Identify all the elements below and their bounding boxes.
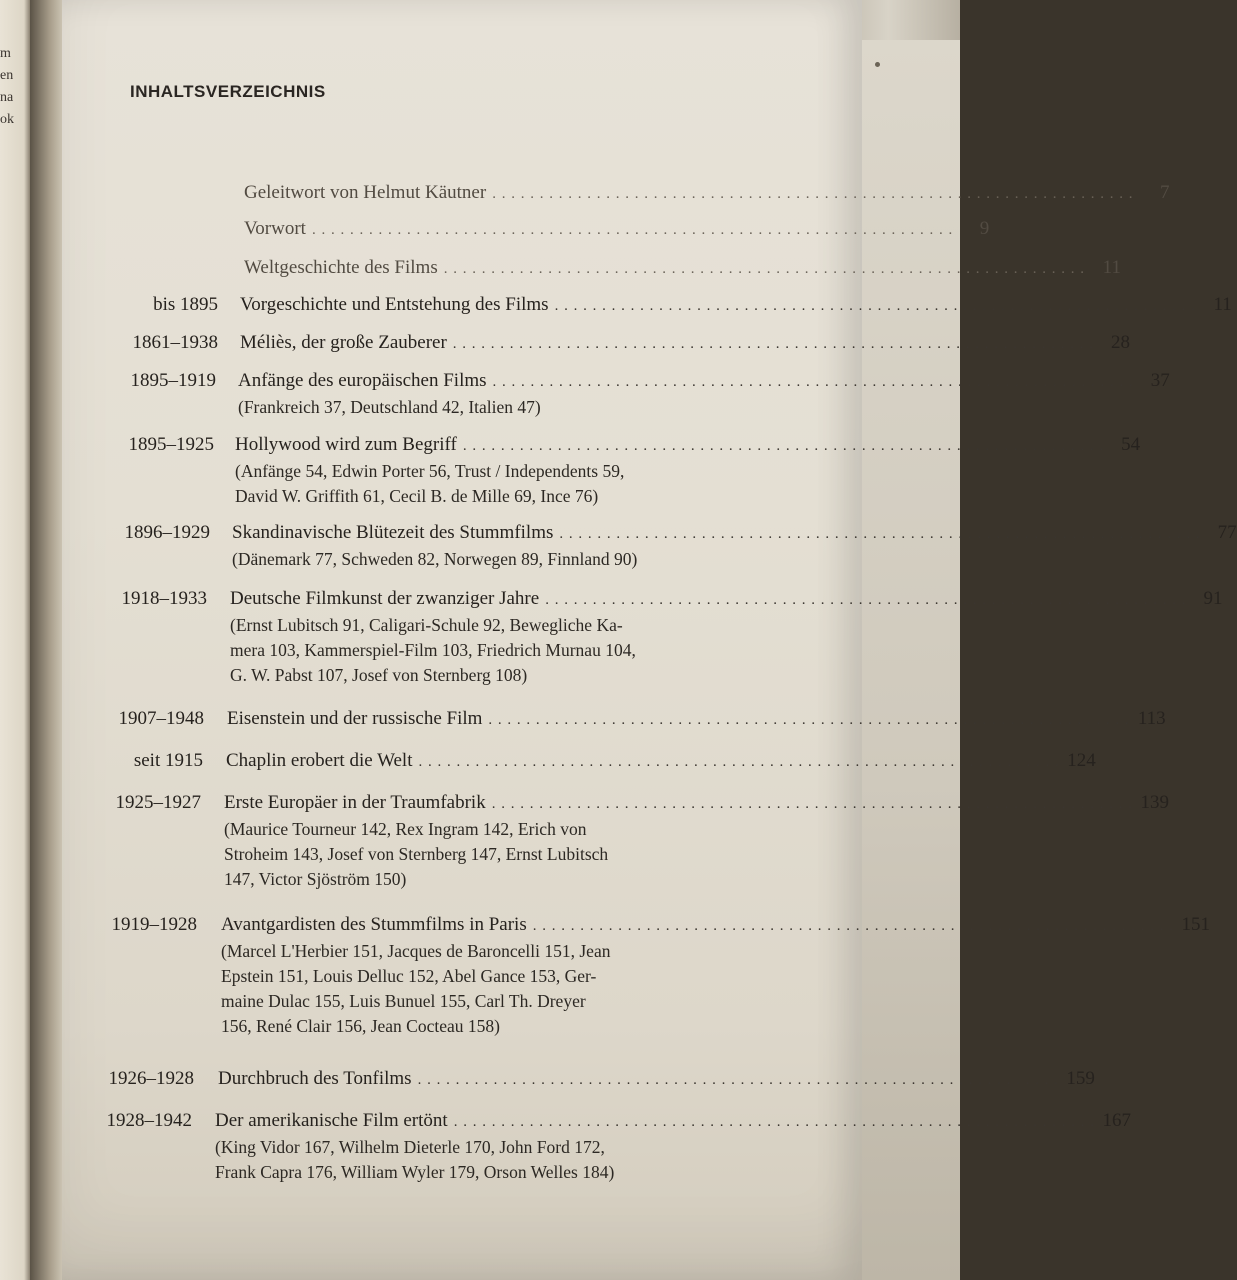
leader-dots: . . . . . . . . . . . . . . . . . . . . . . . . . . . . . . . . . . . . . . . . . . . . . . . . . . . . . . . . . . . . . . . . . . . . xyxy=(492,186,1134,202)
toc-entry-page-number: 7 xyxy=(1159,182,1170,203)
toc-entry-page-number: 113 xyxy=(1137,708,1166,729)
toc-entry-title: Deutsche Filmkunst der zwanziger Jahre xyxy=(230,588,540,609)
leader-dots: . . . . . . . . . . . . . . . . . . . . . . . . . . . . . . . . . . . . . . . . . . . . . . . . . . . . . . . . . . . . . . . . . . . . xyxy=(418,754,1060,770)
toc-entry-row xyxy=(244,216,990,243)
leader-dots: . . . . . . . . . . . . . . . . . . . . . . . . . . . . . . . . . . . . . . . . . . . . . . . . . . . . . . . . . . . . . . . . . . . . xyxy=(443,261,1085,277)
toc-entry-subtopics-line: maine Dulac 155, Luis Bunuel 155, Carl Th. Dreyer xyxy=(221,991,586,1011)
toc-entry-subtopics-line: G. W. Pabst 107, Josef von Sternberg 108) xyxy=(230,665,528,685)
toc-entry-title: Eisenstein und der russische Film xyxy=(227,708,483,729)
previous-page-edge xyxy=(0,0,30,1280)
leader-dots: . . . . . . . . . . . . . . . . . . . . . . . . . . . . . . . . . . . . . . . . . . . . . . . . . . . . . . . . . . . . . . . . . . . . xyxy=(559,526,1201,542)
leader-dots: . . . . . . . . . . . . . . . . . . . . . . . . . . . . . . . . . . . . . . . . . . . . . . . . . . . . . . . . . . . . . . . . . . . . xyxy=(311,222,954,238)
previous-page-fragment: en xyxy=(0,68,14,83)
toc-entry-subtopics-line: (Anfänge 54, Edwin Porter 56, Trust / Independents 59, xyxy=(235,461,625,481)
toc-entry-subtopics-line: Frank Capra 176, William Wyler 179, Orson Welles 184) xyxy=(215,1162,615,1182)
toc-entry xyxy=(124,520,1237,572)
toc-entry-row xyxy=(240,292,1232,319)
leader-dots: . . . . . . . . . . . . . . . . . . . . . . . . . . . . . . . . . . . . . . . . . . . . . . . . . . . . . . . . . . . . . . . . . . . . xyxy=(453,1114,1095,1130)
toc-entry-subtopics-line: (King Vidor 167, Wilhelm Dieterle 170, John Ford 172, xyxy=(215,1137,605,1157)
toc-entry-subtopics-line: (Dänemark 77, Schweden 82, Norwegen 89, Finnland 90) xyxy=(232,549,638,569)
toc-entry-page-number: 77 xyxy=(1217,522,1237,543)
toc-entry-subtopics-line: Stroheim 143, Josef von Sternberg 147, Ernst Lubitsch xyxy=(224,844,609,864)
toc-entry xyxy=(128,432,1141,509)
toc-entry-title: Erste Europäer in der Traumfabrik xyxy=(224,792,486,813)
toc-entry-title: Weltgeschichte des Films xyxy=(244,257,438,278)
toc-entry-row xyxy=(240,330,1131,357)
toc-entry-years: 1918–1933 xyxy=(121,588,207,609)
toc-entry-row xyxy=(238,368,1170,395)
toc-entry-subtopics-line: (Marcel L'Herbier 151, Jacques de Baroncelli 151, Jean xyxy=(221,941,611,961)
toc-entry-years: 1861–1938 xyxy=(132,332,218,353)
toc-entry-row xyxy=(244,180,1170,207)
leader-dots: . . . . . . . . . . . . . . . . . . . . . . . . . . . . . . . . . . . . . . . . . . . . . . . . . . . . . . . . . . . . . . . . . . . . xyxy=(554,298,1196,314)
toc-entry-subtopics-line: (Frankreich 37, Deutschland 42, Italien 47) xyxy=(238,397,541,417)
leader-dots: . . . . . . . . . . . . . . . . . . . . . . . . . . . . . . . . . . . . . . . . . . . . . . . . . . . . . . . . . . . . . . . . . . . . xyxy=(532,918,1174,934)
toc-entry xyxy=(115,790,1169,892)
toc-entry-page-number: 139 xyxy=(1140,792,1169,813)
toc-entry xyxy=(106,1108,1131,1185)
toc-entry-years: 1925–1927 xyxy=(115,792,201,813)
toc-entry xyxy=(132,330,1131,357)
leader-dots: . . . . . . . . . . . . . . . . . . . . . . . . . . . . . . . . . . . . . . . . . . . . . . . . . . . . . . . . . . . . . . . . . . . . xyxy=(492,374,1134,390)
background-mark xyxy=(875,62,880,67)
previous-page-fragment: ok xyxy=(0,112,14,127)
toc-entry-title: Skandinavische Blütezeit des Stummfilms xyxy=(232,522,554,543)
toc-entry-title: Vorgeschichte und Entstehung des Films xyxy=(240,294,549,315)
toc-entry xyxy=(130,368,1170,420)
toc-entry-years: seit 1915 xyxy=(133,750,203,771)
leader-dots: . . . . . . . . . . . . . . . . . . . . . . . . . . . . . . . . . . . . . . . . . . . . . . . . . . . . . . . . . . . . . . . . . . . . xyxy=(491,796,1133,812)
toc-entry-subtopics-line: (Ernst Lubitsch 91, Caligari-Schule 92, Bewegliche Ka- xyxy=(230,615,623,635)
leader-dots: . . . . . . . . . . . . . . . . . . . . . . . . . . . . . . . . . . . . . . . . . . . . . . . . . . . . . . . . . . . . . . . . . . . . xyxy=(545,592,1187,608)
toc-entry-row xyxy=(224,790,1169,817)
toc-entry-page-number: 11 xyxy=(1102,257,1121,278)
toc-entry-years: 1907–1948 xyxy=(118,708,204,729)
leader-dots: . . . . . . . . . . . . . . . . . . . . . . . . . . . . . . . . . . . . . . . . . . . . . . . . . . . . . . . . . . . . . . . . . . . . xyxy=(488,712,1130,728)
toc-entry xyxy=(153,292,1232,319)
toc-entry-title: Chaplin erobert die Welt xyxy=(226,750,413,771)
toc-entry-page-number: 54 xyxy=(1121,434,1141,455)
toc-entry-row xyxy=(221,912,1210,939)
toc-entry-title: Avantgardisten des Stummfilms in Paris xyxy=(221,914,527,935)
toc-entry xyxy=(111,912,1210,1039)
previous-page-fragment: m xyxy=(0,46,11,61)
page-title: INHALTSVERZEICHNIS xyxy=(130,82,326,101)
toc-entry-title: Der amerikanische Film ertönt xyxy=(215,1110,448,1131)
leader-dots: . . . . . . . . . . . . . . . . . . . . . . . . . . . . . . . . . . . . . . . . . . . . . . . . . . . . . . . . . . . . . . . . . . . . xyxy=(452,336,1095,352)
toc-entry-years: 1926–1928 xyxy=(108,1068,194,1089)
book-gutter xyxy=(30,0,66,1280)
toc-entry-subtopics-line: 156, René Clair 156, Jean Cocteau 158) xyxy=(221,1016,500,1036)
toc-entry-row xyxy=(230,586,1223,613)
toc-entry-years: 1895–1919 xyxy=(130,370,216,391)
toc-entry-page-number: 91 xyxy=(1203,588,1223,609)
toc-entry-title: Geleitwort von Helmut Käutner xyxy=(244,182,487,203)
toc-entry-page-number: 159 xyxy=(1066,1068,1095,1089)
toc-entry-years: 1919–1928 xyxy=(111,914,197,935)
toc-entry-row xyxy=(227,706,1166,733)
toc-entry-row xyxy=(218,1066,1095,1093)
leader-dots: . . . . . . . . . . . . . . . . . . . . . . . . . . . . . . . . . . . . . . . . . . . . . . . . . . . . . . . . . . . . . . . . . . . . xyxy=(462,438,1105,454)
toc-entry xyxy=(133,748,1096,775)
toc-entry-subtopics-line: David W. Griffith 61, Cecil B. de Mille 69, Ince 76) xyxy=(235,486,599,506)
toc-entry-page-number: 37 xyxy=(1150,370,1170,391)
toc-entry-title: Anfänge des europäischen Films xyxy=(238,370,487,391)
toc-entry xyxy=(244,255,1121,282)
toc-entry-row xyxy=(226,748,1096,775)
toc-entry xyxy=(121,586,1223,688)
toc-entry-title: Durchbruch des Tonfilms xyxy=(218,1068,412,1089)
toc-entry-years: 1895–1925 xyxy=(128,434,214,455)
toc-entry-title: Hollywood wird zum Begriff xyxy=(235,434,457,455)
leader-dots: . . . . . . . . . . . . . . . . . . . . . . . . . . . . . . . . . . . . . . . . . . . . . . . . . . . . . . . . . . . . . . . . . . . . xyxy=(417,1072,1059,1088)
toc-entry-subtopics-line: (Maurice Tourneur 142, Rex Ingram 142, Erich von xyxy=(224,819,587,839)
toc-entry-subtopics-line: 147, Victor Sjöström 150) xyxy=(224,869,407,889)
toc-entry xyxy=(244,216,990,243)
toc-entry-page-number: 151 xyxy=(1181,914,1210,935)
toc-entry-row xyxy=(235,432,1141,459)
toc-entry xyxy=(244,180,1170,207)
toc-entry xyxy=(108,1066,1095,1093)
toc-entry xyxy=(118,706,1166,733)
toc-entry-page-number: 9 xyxy=(979,218,990,239)
toc-entry-page-number: 167 xyxy=(1102,1110,1131,1131)
toc-entry-years: 1896–1929 xyxy=(124,522,210,543)
toc-entry-row xyxy=(244,255,1121,282)
previous-page-fragment: na xyxy=(0,90,14,105)
toc-entry-row xyxy=(232,520,1237,547)
toc-entry-title: Méliès, der große Zauberer xyxy=(240,332,447,353)
toc-entry-page-number: 124 xyxy=(1067,750,1096,771)
toc-entry-row xyxy=(215,1108,1131,1135)
toc-entry-subtopics-line: Epstein 151, Louis Delluc 152, Abel Gance 153, Ger- xyxy=(221,966,597,986)
toc-entry-page-number: 28 xyxy=(1111,332,1131,353)
toc-entry-subtopics-line: mera 103, Kammerspiel-Film 103, Friedrich Murnau 104, xyxy=(230,640,636,660)
toc-entry-years: bis 1895 xyxy=(153,294,218,315)
toc-entry-page-number: 11 xyxy=(1213,294,1232,315)
toc-entry-title: Vorwort xyxy=(244,218,306,239)
toc-entry-years: 1928–1942 xyxy=(106,1110,192,1131)
